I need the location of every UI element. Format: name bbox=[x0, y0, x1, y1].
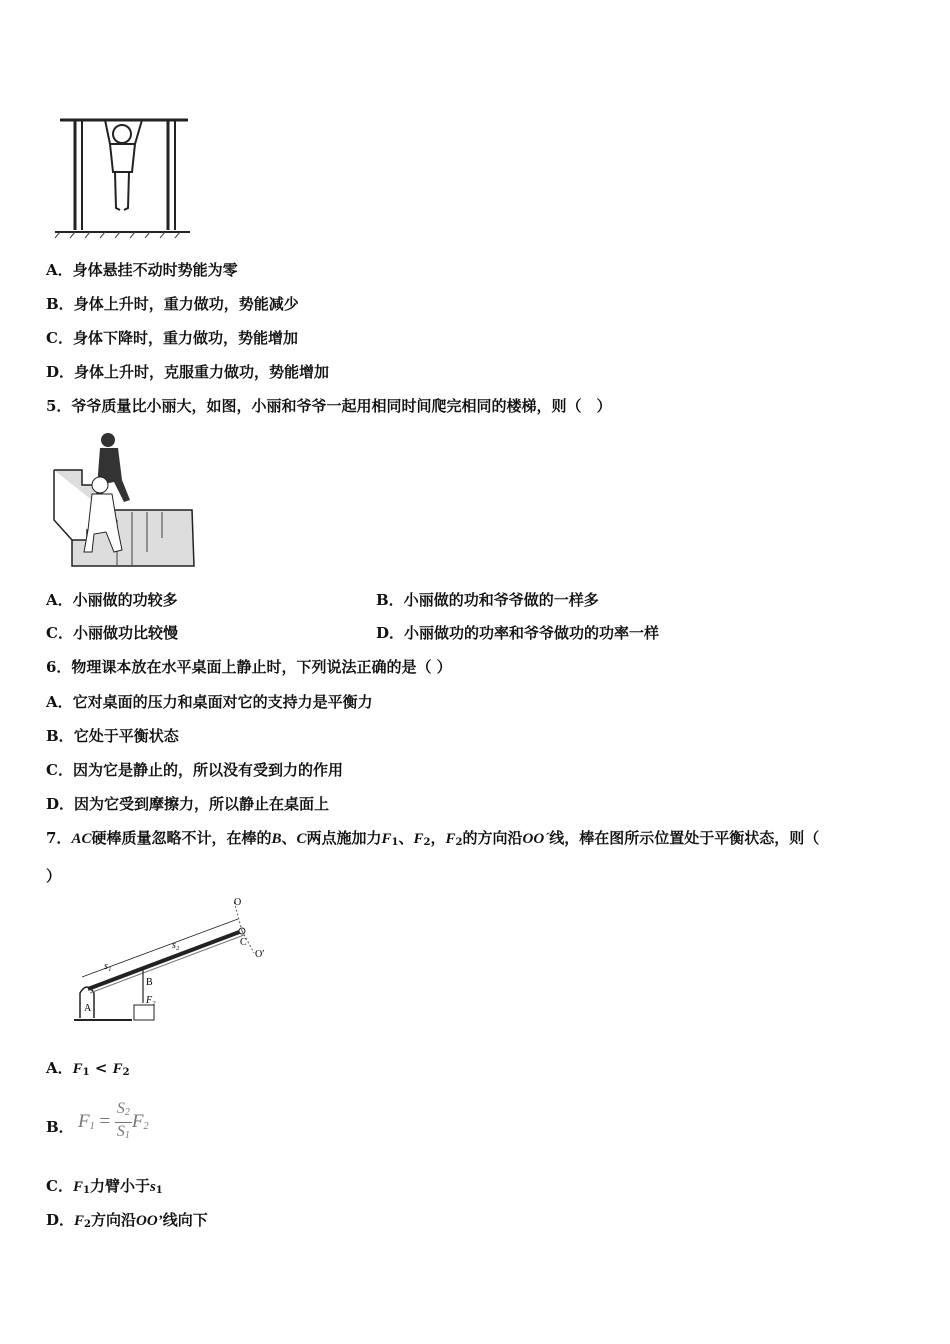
option-key: C． bbox=[46, 329, 73, 347]
option-text: 因为它受到摩擦力，所以静止在桌面上 bbox=[74, 795, 330, 813]
option-text: 小丽做的功和爷爷做的一样多 bbox=[403, 591, 599, 609]
svg-text:O: O bbox=[234, 897, 242, 908]
pull-up-figure bbox=[50, 112, 195, 240]
q5-option-c[interactable] bbox=[46, 623, 178, 643]
svg-text:s₂: s₂ bbox=[172, 940, 180, 951]
option-text: 身体上升时，克服重力做功，势能增加 bbox=[74, 363, 330, 381]
lever-figure bbox=[62, 893, 277, 1028]
option-key: B． bbox=[46, 727, 74, 745]
option-key: D． bbox=[46, 795, 75, 813]
option-key: A． bbox=[46, 591, 73, 609]
q5-option-d[interactable] bbox=[376, 623, 659, 643]
option-text: 它对桌面的压力和桌面对它的支持力是平衡力 bbox=[72, 693, 373, 711]
q6-option-a[interactable] bbox=[46, 692, 373, 712]
option-text: 小丽做功比较慢 bbox=[72, 624, 178, 642]
svg-text:F₂: F₂ bbox=[146, 995, 156, 1006]
q7-stem: 7．AC硬棒质量忽略不计，在棒的B、C两点施加力$F_1$、$F_2$，$F_2$的方向沿OO´线，棒在图所示位置处于平衡状态，则（ bbox=[46, 829, 820, 848]
q7-option-c[interactable]: C．$F_1$力臂小于$s_1$ bbox=[46, 1177, 163, 1196]
option-text: 身体下降时，重力做功，势能增加 bbox=[72, 329, 298, 347]
q4-option-d[interactable] bbox=[46, 362, 329, 382]
svg-text:O′: O′ bbox=[255, 949, 265, 960]
svg-text:C: C bbox=[240, 937, 247, 948]
svg-text:A: A bbox=[84, 1003, 92, 1014]
option-key: C． bbox=[46, 761, 73, 779]
option-text: 身体上升时，重力做功，势能减少 bbox=[73, 295, 299, 313]
option-key: D． bbox=[376, 624, 405, 642]
option-text: 小丽做的功较多 bbox=[72, 591, 178, 609]
q4-option-a[interactable] bbox=[46, 260, 238, 280]
option-key: A． bbox=[46, 261, 73, 279]
option-text: 身体悬挂不动时势能为零 bbox=[72, 261, 238, 279]
q6-option-c[interactable] bbox=[46, 760, 343, 780]
svg-text:s₁: s₁ bbox=[104, 961, 112, 972]
option-text: 因为它是静止的，所以没有受到力的作用 bbox=[72, 761, 343, 779]
q7-option-b[interactable]: B． bbox=[46, 1118, 74, 1136]
q6-option-d[interactable] bbox=[46, 794, 329, 814]
option-key: D． bbox=[46, 363, 75, 381]
q4-option-c[interactable] bbox=[46, 328, 298, 348]
option-key: A． bbox=[46, 693, 73, 711]
stairs-figure bbox=[52, 430, 198, 570]
option-text: 小丽做功的功率和爷爷做功的功率一样 bbox=[404, 624, 660, 642]
option-text: 它处于平衡状态 bbox=[73, 727, 179, 745]
q5-stem: 5．爷爷质量比小丽大，如图，小丽和爷爷一起用相同时间爬完相同的楼梯，则（ ） bbox=[46, 397, 612, 415]
q7-option-d[interactable]: D．$F_2$方向沿OO’线向下 bbox=[46, 1211, 208, 1230]
option-key: B． bbox=[46, 295, 74, 313]
q7-option-b-formula: $F_1$ = $\frac{S_2}{S_1}$ $F_2$ bbox=[78, 1100, 149, 1141]
q7-stem-close: ） bbox=[46, 867, 62, 885]
svg-text:B: B bbox=[146, 977, 153, 988]
q6-stem: 6．物理课本放在水平桌面上静止时，下列说法正确的是（ ） bbox=[46, 658, 452, 676]
q6-option-b[interactable] bbox=[46, 726, 179, 746]
q5-option-a[interactable] bbox=[46, 590, 178, 610]
q4-option-b[interactable] bbox=[46, 294, 299, 314]
option-key: B． bbox=[376, 591, 404, 609]
q5-option-b[interactable] bbox=[376, 590, 599, 610]
q7-option-a[interactable]: A．$F_1 < F_2$ bbox=[46, 1059, 130, 1078]
option-key: C． bbox=[46, 624, 73, 642]
